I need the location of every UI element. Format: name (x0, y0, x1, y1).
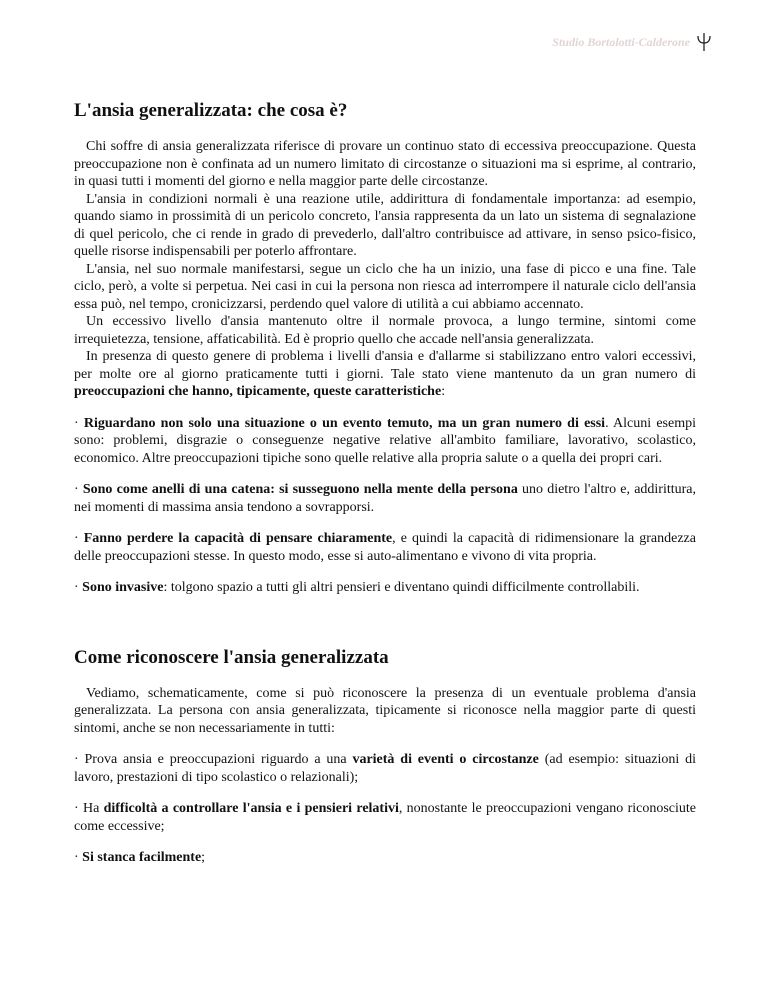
bullet-emphasis: Sono come anelli di una catena: si susseguono nella mente della persona (82, 482, 518, 497)
bullet-marker: · (74, 415, 84, 431)
bullet-marker: · (74, 850, 83, 865)
bullet-emphasis: Sono invasive (82, 580, 164, 595)
bullet-text: . Alcuni esempi sono: problemi, disgrazie o conseguenze negative relative all'ambito familiare, lavorativo, scolastico, economico. Altre preoccupazioni tipiche sono quelle relative alla propria salute o a quella dei propri cari. (74, 415, 696, 466)
bullet-emphasis: difficoltà a controllare l'ansia e i pensieri relativi (103, 801, 399, 816)
section-title: Come riconoscere l'ansia generalizzata (74, 646, 389, 668)
paragraph-text: In presenza di questo genere di problema i livelli d'ansia e d'allarme si stabilizzano entro valori eccessivi, per molte ore al giorno praticamente tutti i giorni. Tale stato viene mantenuto da un gran numero di (74, 349, 696, 382)
paragraph: Chi soffre di ansia generalizzata riferisce di provare un continuo stato di eccessiva preoccupazione. Questa preoccupazione non è confinata ad un numero limitato di circostanze o situazioni ma si esprime, al contrario, in quasi tutti i momenti del giorno e nella maggior parte delle circostanze. (74, 139, 696, 189)
bullet-text: : tolgono spazio a tutti gli altri pensieri e diventano quindi difficilmente controllabili. (163, 580, 640, 595)
bullet-item (74, 800, 696, 835)
page-header (552, 32, 712, 52)
paragraph: Vediamo, schematicamente, come si può riconoscere la presenza di un eventuale problema d'ansia generalizzata. La persona con ansia generalizzata, tipicamente si riconosce nella maggior parte di questi sintomi, anche se non necessariamente in tutti: (74, 685, 696, 736)
paragraph-text: : (441, 384, 446, 399)
bullet-item (74, 751, 696, 786)
bullet-emphasis: Fanno perdere la capacità di pensare chiaramente (83, 531, 393, 546)
psi-icon (696, 32, 712, 52)
bullet-text: , nonostante le preoccupazioni vengano riconosciute come eccessive; (74, 801, 696, 834)
bullet-item (74, 849, 696, 867)
paragraph: Un eccessivo livello d'ansia mantenuto oltre il normale provoca, a lungo termine, sintomi come irrequietezza, tensione, affaticabilità. Ed è proprio quello che accade nell'ansia generalizzata. (74, 314, 696, 347)
bullet-item (74, 415, 696, 468)
bullet-marker: · (74, 531, 84, 546)
paragraph-emphasis: preoccupazioni che hanno, tipicamente, queste caratteristiche (74, 384, 442, 399)
paragraph: L'ansia, nel suo normale manifestarsi, segue un ciclo che ha un inizio, una fase di picco e una fine. Tale ciclo, però, a volte si perpetua. Nei casi in cui la persona non riesca ad interrompere il naturale ciclo dell'ansia essa può, nel tempo, cronicizzarsi, perdendo quel valore di utilità a cui abbiamo accennato. (74, 261, 696, 312)
section-title: L'ansia generalizzata: che cosa è? (74, 100, 348, 121)
bullet-item (74, 481, 696, 516)
paragraph: L'ansia in condizioni normali è una reazione utile, addirittura di fondamentale importanza: ad esempio, quando siamo in prossimità di un pericolo concreto, l'ansia rappresenta da un lato un sistema di segnalazione di quel pericolo, che ci rende in grado di prevederlo, dall'altro contribuisce ad attivare, in senso psico-fisico, quelle risorse indispensabili per poterlo affrontare. (74, 191, 696, 259)
bullet-text: ; (201, 850, 206, 865)
bullet-text: uno dietro l'altro e, addirittura, nei momenti di massima ansia tendono a sovrapporsi. (74, 482, 697, 515)
paragraph (74, 348, 696, 401)
bullet-emphasis: varietà di eventi o circostanze (352, 752, 539, 767)
bullet-item (74, 579, 696, 597)
bullet-text: · Prova ansia e preoccupazioni riguardo a una (74, 752, 353, 767)
bullet-text: (ad esempio: situazioni di lavoro, prestazioni di tipo scolastico o relazionali); (74, 752, 697, 785)
bullet-emphasis: Si stanca facilmente (82, 850, 202, 865)
bullet-text: · Ha (74, 801, 104, 816)
bullet-marker: · (74, 580, 83, 595)
document-body (74, 100, 696, 867)
studio-name: Studio Bortolotti-Calderone (552, 34, 690, 49)
bullet-marker: · (74, 482, 83, 497)
bullet-emphasis: Riguardano non solo una situazione o un evento temuto, ma un gran numero di essi (83, 415, 606, 431)
bullet-item (74, 530, 696, 565)
bullet-text: , e quindi la capacità di ridimensionare la grandezza delle preoccupazioni stesse. In questo modo, esse si auto-alimentano e vivono di vita propria. (74, 531, 696, 564)
